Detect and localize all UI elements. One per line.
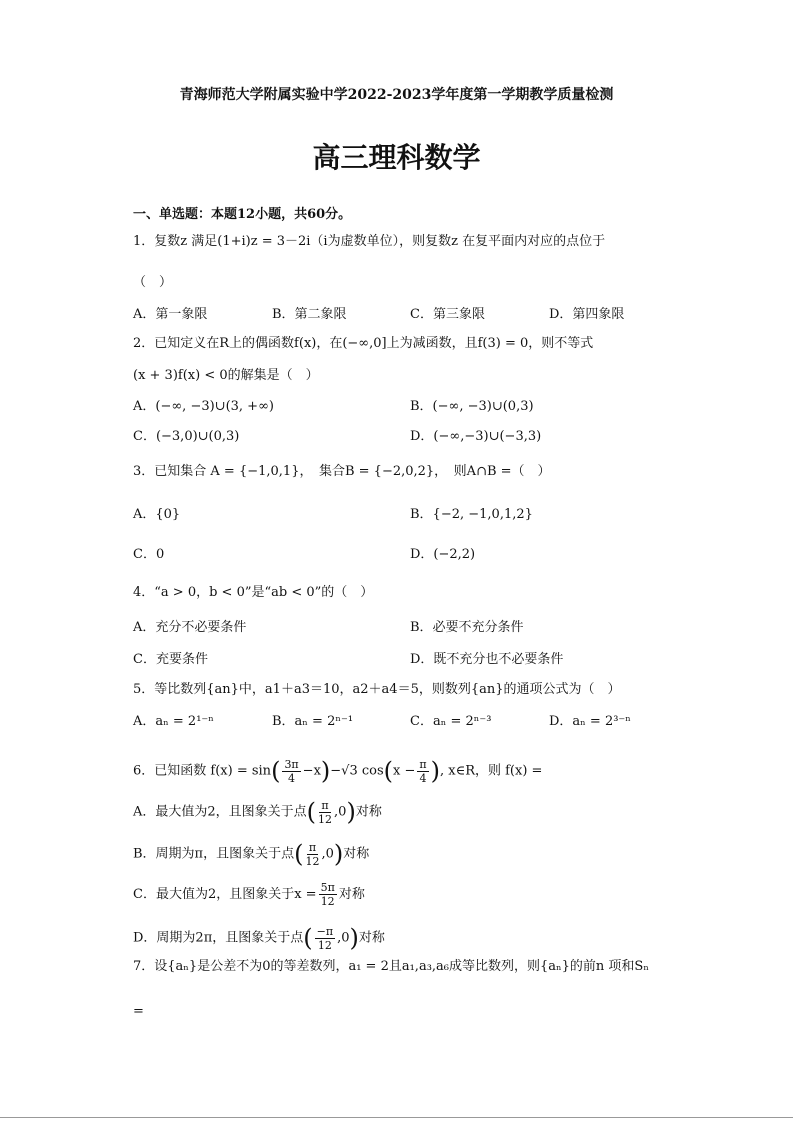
denominator: 4 <box>288 771 296 785</box>
fraction <box>319 881 337 908</box>
q1-paren: （ ） <box>133 275 173 290</box>
numerator: π <box>308 840 317 854</box>
q7-equals: = <box>133 1004 144 1019</box>
option-text: 对称 <box>343 846 370 862</box>
paren-close: ) <box>349 924 359 952</box>
q2-option-d: D．(−∞,−3)∪(−3,3) <box>410 429 542 444</box>
denominator: 12 <box>320 895 335 908</box>
numerator: π <box>321 798 329 812</box>
q6-stem <box>133 755 542 788</box>
q3-option-c: C．0 <box>133 547 165 562</box>
q1-stem: 1．复数z 满足(1+i)z = 3－2i（i为虚数单位），则复数z 在复平面内对应的点位于 <box>133 234 606 249</box>
q2-stem: 2．已知定义在R上的偶函数f(x)，在(−∞,0]上为减函数，且f(3) = 0，则不等式 <box>133 336 594 351</box>
q3-option-a: A．{0} <box>133 507 181 522</box>
fraction <box>417 758 428 785</box>
q2-stem-2: (x + 3)f(x) < 0的解集是（ ） <box>133 368 319 383</box>
exam-header: 青海师范大学附属实验中学2022-2023学年度第一学期教学质量检测 <box>179 87 614 103</box>
q5-option-b: B．aₙ = 2ⁿ⁻¹ <box>272 714 354 729</box>
option-text: B．周期为π，且图象关于点 <box>133 846 295 862</box>
page-divider <box>0 1117 793 1118</box>
option-text: D．周期为2π，且图象关于点 <box>133 930 304 946</box>
option-text: ,0 <box>334 804 347 820</box>
denominator: 12 <box>317 938 332 952</box>
q6-stem-part: −x <box>302 763 321 779</box>
q4-stem: 4．“a > 0，b < 0”是“ab < 0”的（ ） <box>133 585 374 600</box>
numerator: 5π <box>320 881 335 894</box>
q6-stem-part: −√3 cos <box>330 763 384 779</box>
q1-option-b: B．第二象限 <box>272 307 347 322</box>
fraction <box>318 799 332 826</box>
q2-option-a: A．(−∞, −3)∪(3, +∞) <box>133 399 274 414</box>
denominator: 12 <box>318 812 333 826</box>
q6-option-d <box>133 923 385 954</box>
q3-option-d: D．(−2,2) <box>410 547 476 562</box>
fraction <box>282 758 300 785</box>
option-text: A．最大值为2，且图象关于点 <box>133 804 307 820</box>
q4-option-a: A．充分不必要条件 <box>133 620 247 635</box>
q1-option-d: D．第四象限 <box>549 307 625 322</box>
paren-open: ( <box>303 924 313 952</box>
q4-option-d: D．既不充分也不必要条件 <box>410 652 564 667</box>
denominator: 4 <box>419 771 427 785</box>
q2-option-c: C．(−3,0)∪(0,3) <box>133 429 240 444</box>
q6-option-c <box>133 880 365 910</box>
q6-stem-part: x − <box>393 763 416 779</box>
fraction <box>315 925 335 952</box>
numerator: −π <box>316 924 334 938</box>
q4-option-b: B．必要不充分条件 <box>410 620 524 635</box>
q6-stem-part: 6．已知函数 f(x) = sin <box>133 763 272 779</box>
paren-close: ) <box>333 840 344 868</box>
option-text: C．最大值为2，且图象关于x = <box>133 887 317 902</box>
q6-option-a <box>133 797 382 828</box>
q1-option-c: C．第三象限 <box>410 307 485 322</box>
option-text: 对称 <box>358 930 385 946</box>
q7-stem: 7．设{aₙ}是公差不为0的等差数列，a₁ = 2且a₁,a₃,a₆成等比数列，则{aₙ}的前n 项和Sₙ <box>133 959 649 974</box>
option-text: 对称 <box>338 887 365 902</box>
paren-open: ( <box>294 840 304 868</box>
q6-stem-part: , x∈R，则 f(x) = <box>439 763 543 779</box>
q5-stem: 5．等比数列{an}中，a1＋a3＝10，a2＋a4＝5，则数列{an}的通项公式为（ ） <box>133 682 621 697</box>
fraction <box>305 841 319 868</box>
numerator: 3π <box>284 757 299 771</box>
paren-close: ) <box>320 757 331 785</box>
option-text: ,0 <box>337 930 350 946</box>
q3-stem: 3．已知集合 A = {−1,0,1}， 集合B = {−2,0,2}， 则A∩B =（ ） <box>133 464 551 479</box>
option-text: 对称 <box>355 804 382 820</box>
denominator: 12 <box>305 854 320 868</box>
q2-option-b: B．(−∞, −3)∪(0,3) <box>410 399 534 414</box>
q5-option-c: C．aₙ = 2ⁿ⁻³ <box>410 714 492 729</box>
q5-option-a: A．aₙ = 2¹⁻ⁿ <box>133 714 214 729</box>
paren-open: ( <box>306 798 317 826</box>
q1-option-a: A．第一象限 <box>133 307 208 322</box>
section-heading: 一、单选题：本题12小题，共60分。 <box>133 207 352 222</box>
paren-open: ( <box>383 757 394 785</box>
paren-open: ( <box>271 757 281 785</box>
numerator: π <box>419 757 427 771</box>
paren-close: ) <box>346 798 356 826</box>
exam-title: 高三理科数学 <box>312 141 481 174</box>
paren-close: ) <box>430 757 440 785</box>
q3-option-b: B．{−2, −1,0,1,2} <box>410 507 533 522</box>
q5-option-d: D．aₙ = 2³⁻ⁿ <box>549 714 631 729</box>
q4-option-c: C．充要条件 <box>133 652 208 667</box>
option-text: ,0 <box>321 846 334 862</box>
q6-option-b <box>133 839 369 870</box>
